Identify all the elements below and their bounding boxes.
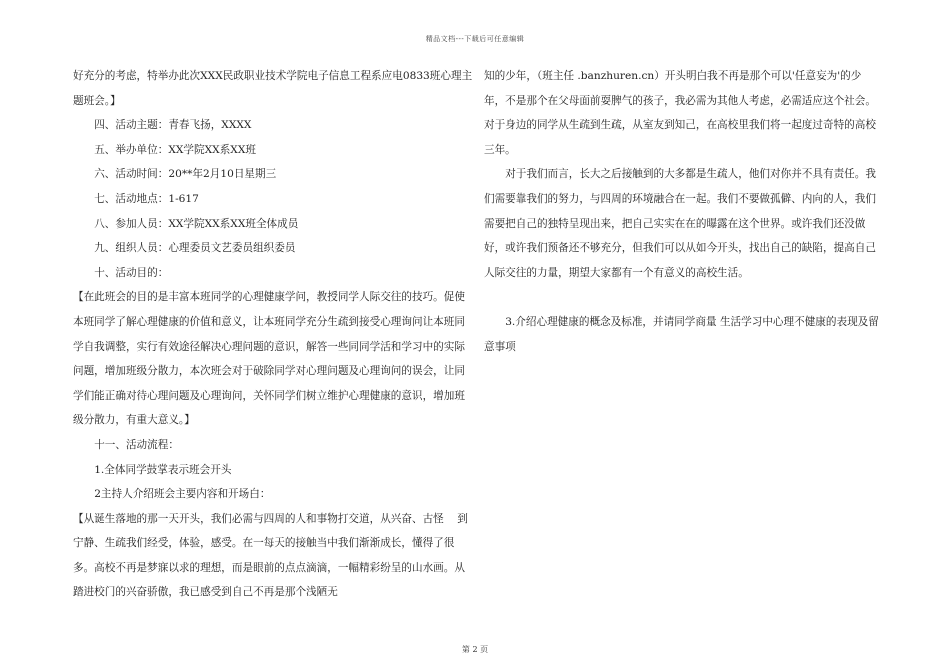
flow-step-2: 2主持人介绍班会主要内容和开场白： [94,488,271,501]
activity-theme: 四、活动主题：青春飞扬，XXXX [94,119,252,132]
activity-purpose-heading: 十、活动目的： [94,266,169,279]
page-number: 第 2 页 [461,645,489,654]
organizers: 九、组织人员：心理委员文艺委员组织委员 [94,242,296,255]
flow-step-1: 1.全体同学鼓掌表示班会开头 [94,463,232,476]
flow-step-3: 3.介绍心理健康的概念及标准，并请同学商量 生活学习中心理不健康的表现及留意事项 [484,315,879,353]
participants: 八、参加人员：XX学院XX系XX班全体成员 [94,217,299,230]
organizing-unit: 五、举办单位：XX学院XX系XX班 [94,143,256,156]
left-text-column [73,64,473,605]
right-text-column [484,64,882,359]
activity-time: 六、活动时间：20**年2月10日星期三 [94,168,277,181]
opening-speech-paragraph-2: 对于我们而言，长大之后接触到的大多都是生疏人，他们对你并不具有责任。我们需要靠我们的努力，与四周的环境融合在一起。我们不要做孤僻、内向的人，我们需要把自己的独特呈现出来，把自己实实在在的曝露在这个世界。或许我们还没做好，或许我们预备还不够充分，但我们可以从如今开头，找出自己的缺陷，提高自己人际交往的力量，期望大家都有一个有意义的高校生活。 [484,168,876,279]
paragraph-intro-end: 好充分的考虑，特举办此次XXX民政职业技术学院电子信息工程系应电0833班心理主题班会。】 [73,70,473,107]
activity-flow-heading: 十一、活动流程： [94,438,179,451]
activity-purpose-paragraph: 【在此班会的目的是丰富本班同学的心理健康学问，教授同学人际交往的技巧。促使本班同学了解心理健康的价值和意义，让本班同学充分生疏到接受心理询问让本班同学自我调整，实行有效途径解决心理问题的意识，解答一些同同学活和学习中的实际问题，增加班级分散力，本次班会对于破除同学对心理问题及心理询问的误会，让同学们能正确对待心理问题及心理询问，关怀同学们树立维护心理健康的意识，增加班级分散力，有重大意义。】 [73,291,465,427]
paragraph-gap [484,285,882,310]
page-header-note: 精品文档---下载后可任意编辑 [425,35,525,43]
opening-speech-continued: 知的少年，（班主任 .banzhuren.cn）开头明白我不再是那个可以'任意妄为'的少年，不是那个在父母面前耍脾气的孩子，我必需为其他人考虑，必需适应这个社会。对于身边的同学从生疏到生疏，从室友到知己，在高校里我们将一起度过奇特的高校三年。 [484,70,876,156]
activity-location: 七、活动地点：1-617 [94,192,199,205]
opening-speech-paragraph: 【从诞生落地的那一天开头，我们必需与四周的人和事物打交道，从兴奋、古怪 到宁静、生疏我们经受，体验，感受。在一每天的接触当中我们渐渐成长，懂得了很多。高校不再是梦寐以求的理想，而是眼前的点点滴滴，一幅精彩纷呈的山水画。从踏进校门的兴奋骄傲，我已感受到自己不再是那个浅陋无 [73,512,468,599]
